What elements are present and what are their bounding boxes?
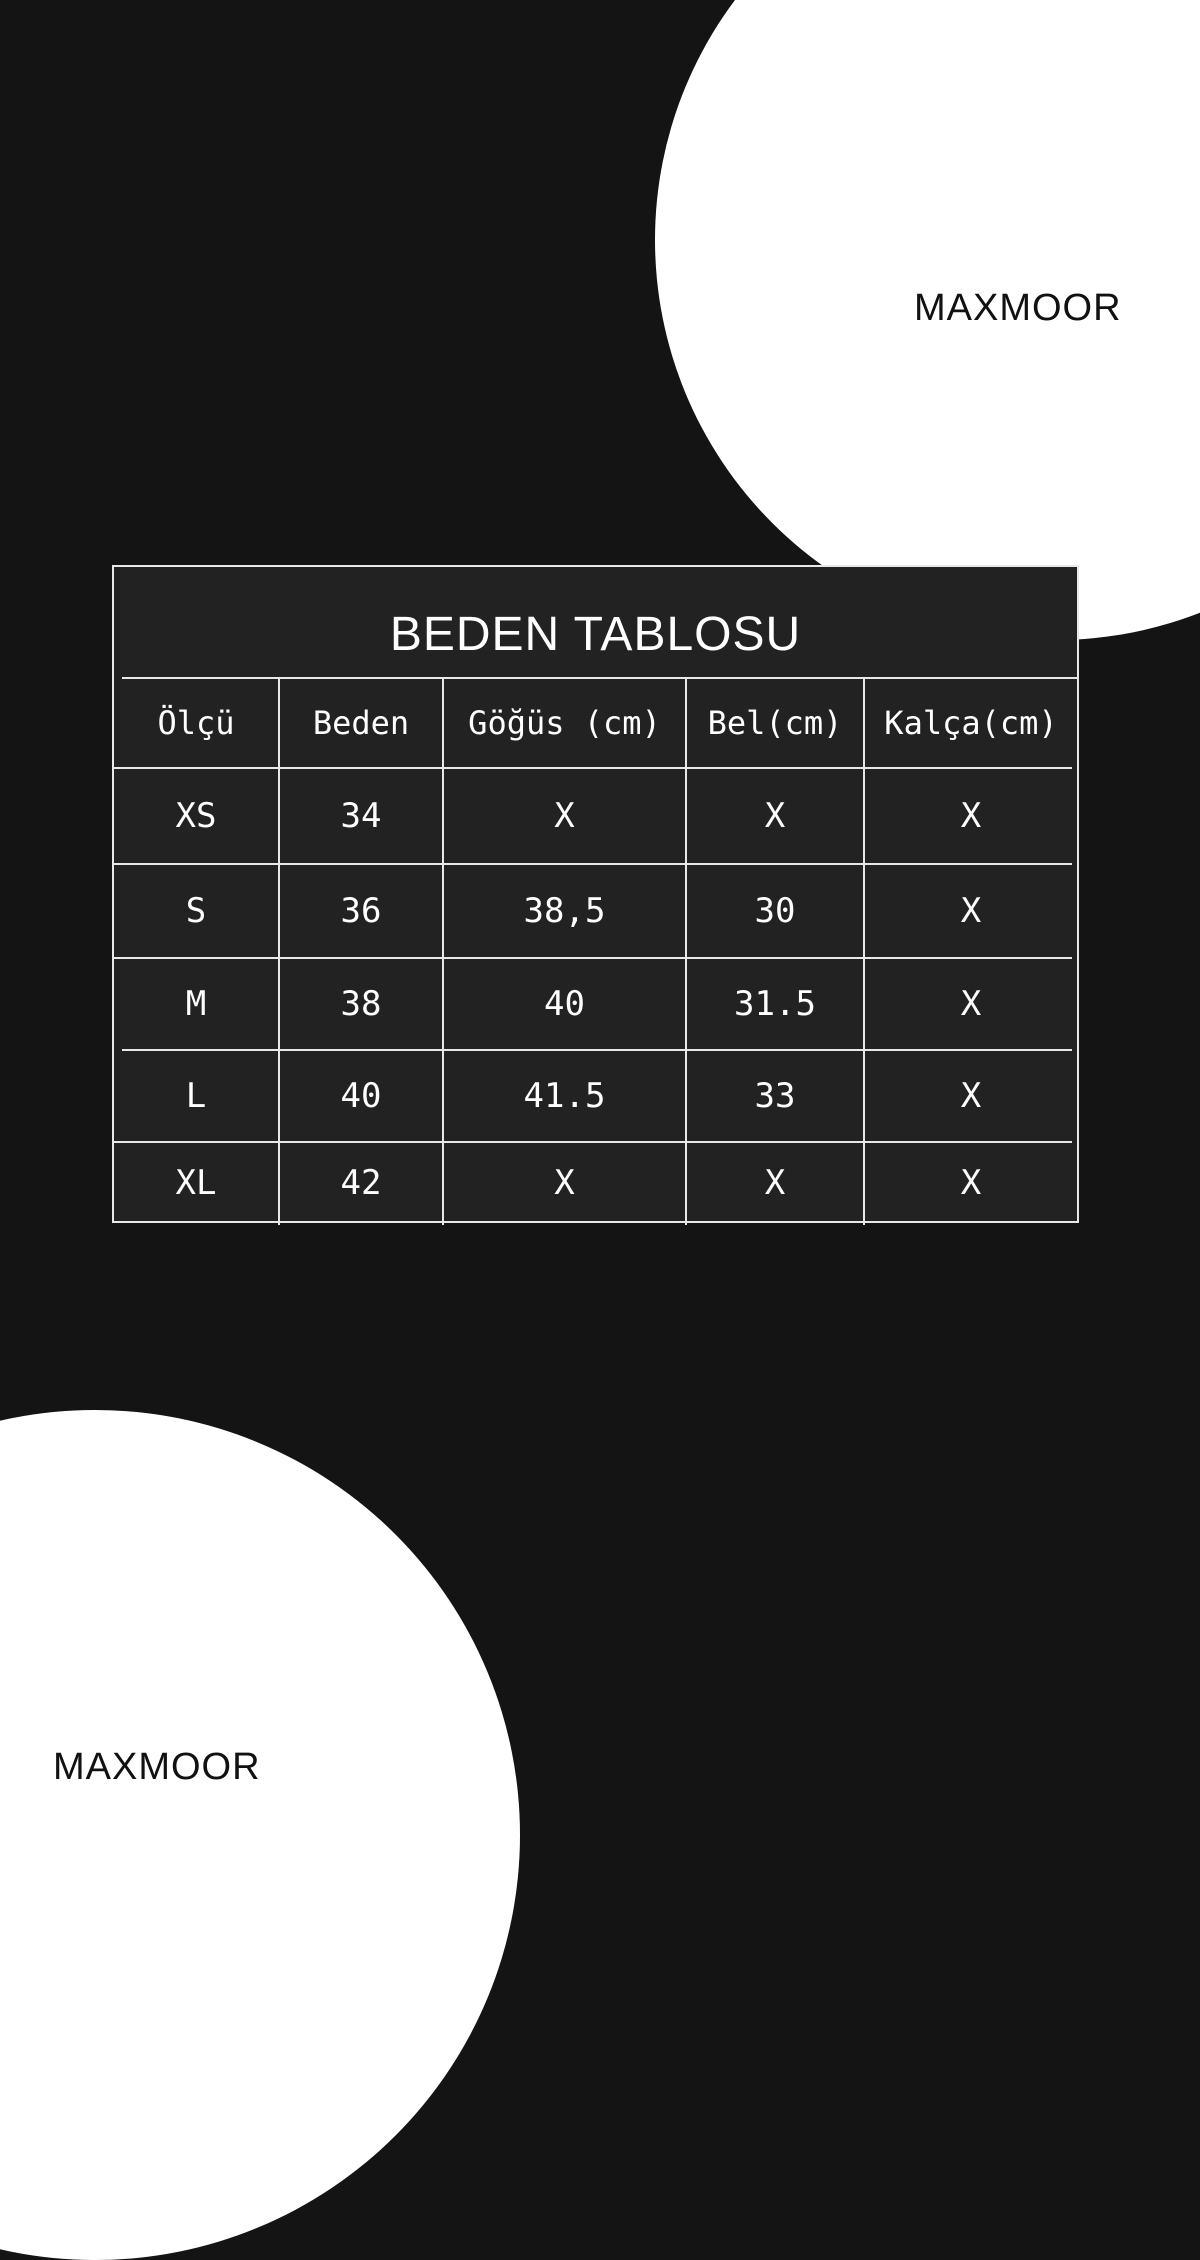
table-cell: 33 — [754, 1076, 796, 1116]
table-cell: X — [554, 796, 575, 836]
table-cell: 41.5 — [523, 1076, 606, 1116]
header-kalca: Kalça(cm) — [884, 704, 1058, 742]
table-cell: 36 — [340, 891, 382, 931]
table-cell: 38 — [340, 984, 382, 1024]
header-olcu: Ölçü — [157, 704, 235, 742]
table-cell: 30 — [754, 891, 796, 931]
table-cell: X — [764, 1163, 786, 1203]
header-beden: Beden — [312, 704, 410, 742]
table-cell: XS — [175, 796, 217, 836]
table-cell: 40 — [544, 984, 585, 1024]
table-cell: 42 — [340, 1163, 382, 1203]
table-cell: XL — [175, 1163, 217, 1203]
table-cell: 31.5 — [734, 984, 816, 1024]
table-cell: X — [960, 1163, 982, 1203]
table-cell: X — [960, 1076, 982, 1116]
table-cell: X — [960, 796, 982, 836]
table-cell: X — [960, 984, 982, 1024]
table-cell: S — [185, 891, 207, 931]
table-cell: 38,5 — [523, 891, 606, 931]
table-cell: X — [960, 891, 982, 931]
decorative-circle-bottom — [0, 1410, 520, 2260]
table-cell: 34 — [340, 796, 382, 836]
brand-logo-bottom: MAXMOOR — [53, 1746, 261, 1788]
table-title: BEDEN TABLOSU — [389, 608, 802, 661]
table-cell: L — [185, 1076, 207, 1116]
table-cell: X — [554, 1163, 575, 1203]
table-cell: X — [764, 796, 786, 836]
table-cell: 40 — [340, 1076, 382, 1116]
header-bel: Bel(cm) — [707, 704, 843, 742]
table-cell: M — [185, 984, 207, 1024]
size-table — [112, 565, 1079, 1223]
header-gogus: Göğüs (cm) — [468, 704, 661, 742]
brand-logo-top: MAXMOOR — [914, 287, 1122, 329]
